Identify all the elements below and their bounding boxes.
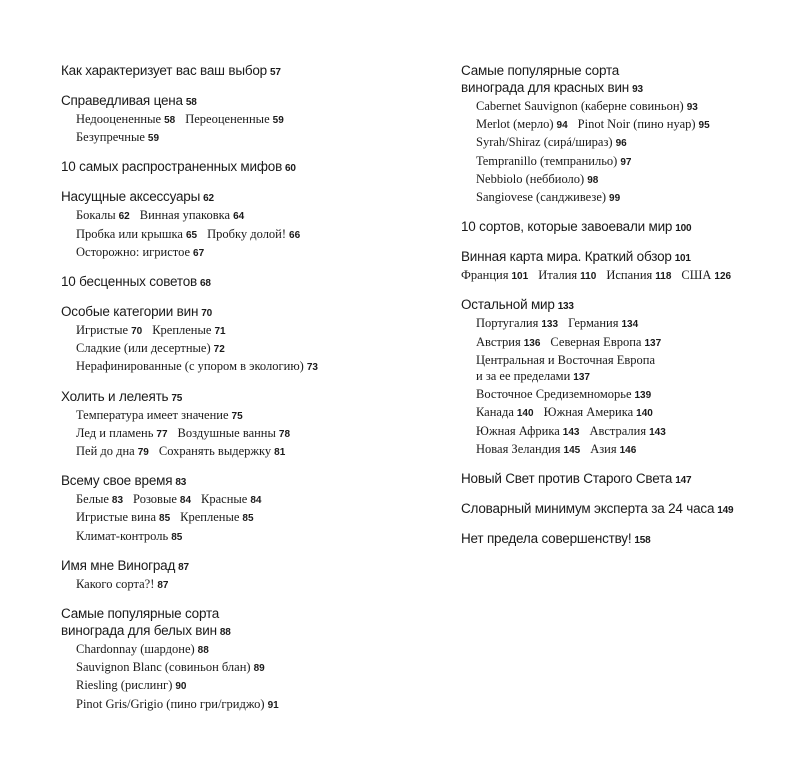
page-number: 149 — [717, 505, 734, 517]
toc-entry[interactable]: Крепленые 85 — [180, 510, 254, 525]
page-number: 158 — [634, 535, 651, 547]
toc-heading[interactable]: Всему свое время 83 — [61, 473, 187, 489]
toc-heading[interactable]: Насущные аксессуары 62 — [61, 189, 214, 205]
toc-entry[interactable]: Осторожно: игристое 67 — [76, 244, 205, 259]
toc-entry[interactable]: Переоцененные 59 — [185, 112, 284, 126]
toc-entry[interactable]: Розовые 84 — [133, 492, 192, 507]
page-number: 133 — [557, 301, 574, 313]
toc-entry[interactable]: Белые 83 — [76, 492, 124, 507]
right-column — [461, 62, 761, 560]
toc-entry[interactable]: Какого сорта?! 87 — [76, 576, 169, 591]
toc-entry[interactable]: Бокалы 62 — [76, 208, 130, 223]
toc-entry[interactable]: Merlot (мерло) 94 — [476, 117, 568, 132]
toc-entry[interactable]: США 126 — [681, 268, 732, 283]
toc-heading[interactable]: 10 бесценных советов 68 — [61, 274, 211, 290]
toc-heading[interactable]: Нет предела совершенству! 158 — [461, 531, 651, 547]
toc-section — [61, 273, 391, 292]
toc-section — [461, 248, 761, 285]
toc-section — [461, 530, 761, 549]
toc-section — [61, 303, 391, 377]
toc-heading[interactable]: Самые популярные сорта винограда для белых вин 88 — [61, 606, 231, 639]
toc-entry[interactable]: Португалия 133 — [476, 316, 559, 331]
toc-entry[interactable]: Sauvignon Blanc (совиньон блан) 89 — [76, 660, 265, 675]
toc-section — [461, 296, 761, 459]
toc-entry[interactable]: Сохранять выдержку 81 — [158, 444, 286, 459]
page-number: 70 — [201, 308, 212, 320]
toc-heading[interactable]: Самые популярные сорта винограда для красных вин 93 — [461, 63, 643, 95]
toc-heading[interactable]: 10 сортов, которые завоевали мир 100 — [461, 219, 692, 235]
toc-entry[interactable]: Южная Африка 143 — [476, 423, 580, 438]
toc-entry[interactable]: Нерафинированные (с упором в экологию) 73 — [76, 359, 318, 374]
page-number: 87 — [178, 561, 189, 573]
toc-entry[interactable]: Германия 134 — [568, 316, 639, 331]
toc-entry[interactable]: Азия 146 — [590, 441, 637, 456]
toc-entry[interactable]: Канада 140 — [476, 405, 534, 420]
left-column — [61, 62, 391, 725]
toc-entry[interactable]: Nebbiolo (неббиоло) 98 — [476, 171, 599, 186]
toc-entry[interactable]: Восточное Средиземноморье 139 — [476, 387, 652, 402]
toc-heading[interactable]: Справедливая цена 58 — [61, 93, 197, 108]
toc-entry[interactable]: Sangiovese (сандживезе) 99 — [476, 190, 621, 205]
toc-entry[interactable]: Игристые вина 85 — [76, 510, 171, 525]
toc-section — [61, 62, 391, 81]
toc-entry[interactable]: Южная Америка 140 — [543, 405, 653, 420]
toc-section — [461, 218, 761, 237]
page-number: 57 — [270, 67, 281, 78]
toc-entry[interactable]: Cabernet Sauvignon (каберне совиньон) 93 — [476, 99, 698, 113]
toc-section — [461, 470, 761, 489]
toc-section — [461, 500, 761, 519]
page-number: 100 — [675, 223, 692, 235]
toc-section — [61, 92, 391, 147]
toc-section — [61, 388, 391, 462]
toc-entry[interactable]: Безупречные 59 — [76, 130, 160, 145]
toc-section — [61, 188, 391, 262]
toc-heading[interactable]: Как характеризует вас ваш выбор 57 — [61, 63, 281, 78]
toc-entry[interactable]: Климат-контроль 85 — [76, 528, 183, 543]
toc-section — [61, 472, 391, 546]
toc-entry[interactable]: Испания 118 — [606, 268, 672, 283]
page-number: 62 — [203, 193, 214, 205]
toc-entry[interactable]: Сладкие (или десертные) 72 — [76, 341, 225, 356]
toc-entry[interactable]: Недооцененные 58 — [76, 112, 176, 126]
toc-entry[interactable]: Воздушные ванны 78 — [177, 425, 291, 440]
toc-heading[interactable]: 10 самых распространенных мифов 60 — [61, 159, 296, 175]
toc-section — [61, 557, 391, 594]
toc-entry[interactable]: Новая Зеландия 145 — [476, 441, 581, 456]
page-number: 75 — [171, 392, 183, 404]
toc-entry[interactable]: Франция 101 — [461, 268, 529, 283]
toc-heading[interactable]: Новый Свет против Старого Света 147 — [461, 471, 692, 487]
toc-entry[interactable]: Пробка или крышка 65 — [76, 226, 198, 241]
toc-entry[interactable]: Италия 110 — [538, 268, 597, 283]
toc-heading[interactable]: Винная карта мира. Краткий обзор 101 — [461, 249, 691, 265]
page-number: 68 — [200, 278, 211, 290]
page-number: 88 — [219, 627, 231, 639]
toc-entry[interactable]: Северная Европа 137 — [550, 334, 662, 349]
toc-entry[interactable]: Riesling (рислинг) 90 — [76, 678, 187, 693]
toc-entry[interactable]: Pinot Noir (пино нуар) 95 — [577, 117, 710, 132]
toc-entry[interactable]: Pinot Gris/Grigio (пино гри/гриджо) 91 — [76, 696, 279, 711]
toc-heading[interactable]: Холить и лелеять 75 — [61, 388, 183, 404]
toc-heading[interactable]: Особые категории вин 70 — [61, 304, 212, 320]
toc-entry[interactable]: Syrah/Shiraz (сирá/шираз) 96 — [476, 135, 627, 150]
toc-section — [61, 605, 391, 714]
toc-entry[interactable]: Красные 84 — [201, 492, 262, 507]
toc-entry[interactable]: Крепленые 71 — [152, 323, 226, 338]
toc-section — [461, 62, 761, 207]
toc-entry[interactable]: Температура имеет значение 75 — [76, 407, 243, 422]
toc-entry[interactable]: Пей до дна 79 — [76, 444, 149, 459]
page-number: 60 — [285, 163, 296, 175]
toc-heading[interactable]: Словарный минимум эксперта за 24 часа 149 — [461, 501, 734, 517]
toc-entry[interactable]: Австрия 136 — [476, 334, 541, 349]
toc-entry[interactable]: Пробку долой! 66 — [207, 226, 301, 241]
toc-entry[interactable]: Chardonnay (шардоне) 88 — [76, 642, 209, 657]
toc-section — [61, 158, 391, 177]
page-number: 83 — [175, 477, 187, 489]
toc-heading[interactable]: Остальной мир 133 — [461, 297, 574, 313]
toc-heading[interactable]: Имя мне Виноград 87 — [61, 557, 189, 573]
toc-entry[interactable]: Лед и пламень 77 — [76, 425, 168, 440]
page-number: 58 — [185, 97, 197, 108]
page-number: 101 — [674, 253, 691, 265]
toc-entry[interactable]: Tempranillo (темпранильо) 97 — [476, 153, 632, 168]
page-number: 93 — [632, 84, 643, 95]
page-number: 147 — [675, 475, 692, 487]
toc-entry[interactable]: Австралия 143 — [589, 423, 666, 438]
toc-entry[interactable]: Игристые 70 — [76, 323, 143, 338]
toc-entry[interactable]: и за ее пределами 137 — [476, 369, 590, 384]
toc-entry[interactable]: Центральная и Восточная Европа — [476, 352, 655, 367]
toc-entry[interactable]: Винная упаковка 64 — [139, 208, 245, 223]
